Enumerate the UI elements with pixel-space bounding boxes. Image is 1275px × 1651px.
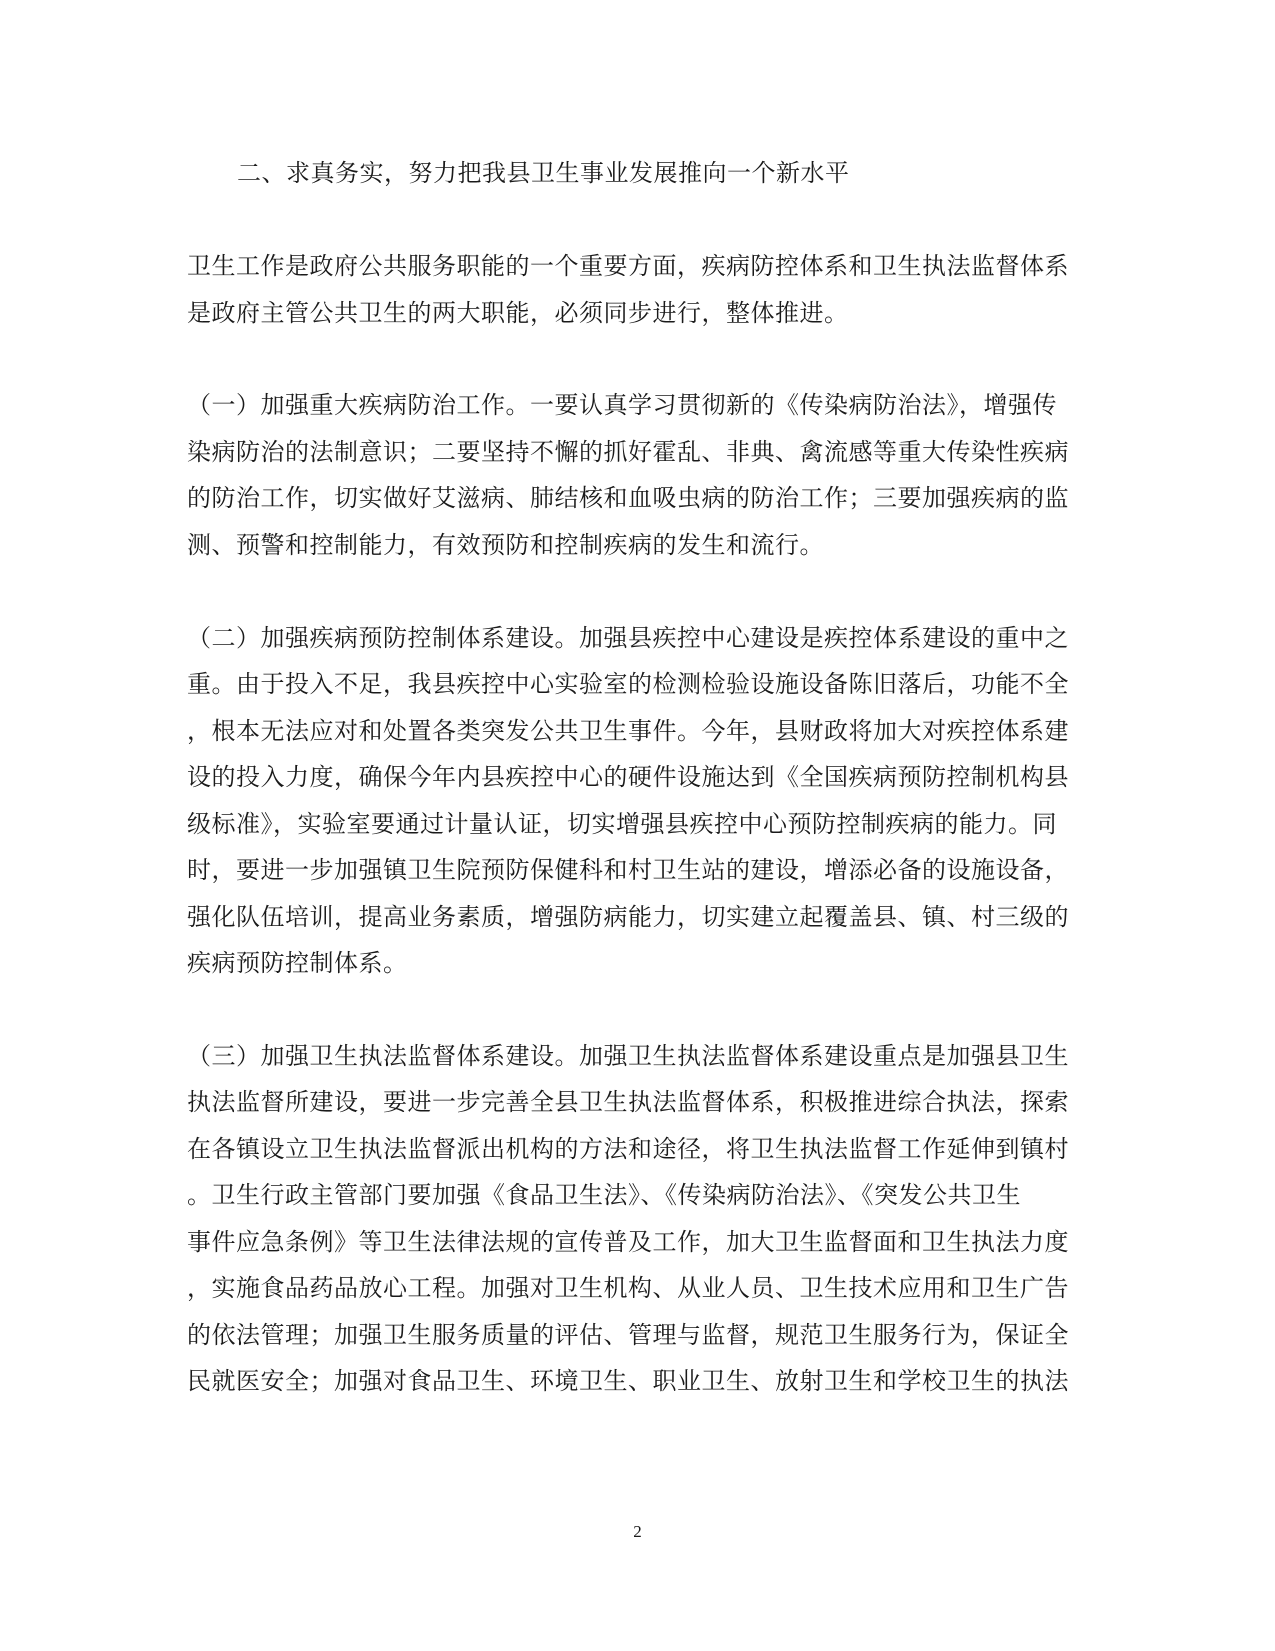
paragraph-line: ，根本无法应对和处置各类突发公共卫生事件。今年，县财政将加大对疾控体系建 (187, 717, 1069, 745)
paragraph-line: 强化队伍培训，提高业务素质，增强防病能力，切实建立起覆盖县、镇、村三级的 (187, 903, 1069, 931)
paragraph-line: 。卫生行政主管部门要加强《食品卫生法》、《传染病防治法》、《突发公共卫生 (187, 1181, 1021, 1209)
paragraph-line: 设的投入力度，确保今年内县疾控中心的硬件设施达到《全国疾病预防控制机构县 (187, 763, 1069, 791)
paragraph-line: 时，要进一步加强镇卫生院预防保健科和村卫生站的建设，增添必备的设施设备， (187, 856, 1069, 884)
paragraph-line: 在各镇设立卫生执法监督派出机构的方法和途径，将卫生执法监督工作延伸到镇村 (187, 1135, 1069, 1163)
paragraph-line: 级标准》，实验室要通过计量认证，切实增强县疾控中心预防控制疾病的能力。同 (187, 810, 1057, 838)
paragraph-line: 的依法管理；加强卫生服务质量的评估、管理与监督，规范卫生服务行为，保证全 (187, 1321, 1069, 1349)
paragraph-line: 疾病预防控制体系。 (187, 949, 408, 977)
paragraph-line: （三）加强卫生执法监督体系建设。加强卫生执法监督体系建设重点是加强县卫生 (187, 1042, 1069, 1070)
paragraph-line: 的防治工作，切实做好艾滋病、肺结核和血吸虫病的防治工作；三要加强疾病的监 (187, 484, 1069, 512)
page-number: 2 (633, 1522, 642, 1541)
paragraph-line: 民就医安全；加强对食品卫生、环境卫生、职业卫生、放射卫生和学校卫生的执法 (187, 1367, 1069, 1395)
paragraph-line: 重。由于投入不足，我县疾控中心实验室的检测检验设施设备陈旧落后，功能不全 (187, 670, 1069, 698)
paragraph-line: ，实施食品药品放心工程。加强对卫生机构、从业人员、卫生技术应用和卫生广告 (187, 1274, 1069, 1302)
paragraph-line: 测、预警和控制能力，有效预防和控制疾病的发生和流行。 (187, 531, 824, 559)
paragraph-line: 事件应急条例》等卫生法律法规的宣传普及工作，加大卫生监督面和卫生执法力度 (187, 1228, 1069, 1256)
paragraph-line: 卫生工作是政府公共服务职能的一个重要方面，疾病防控体系和卫生执法监督体系 (187, 252, 1069, 280)
section-heading: 二、求真务实，努力把我县卫生事业发展推向一个新水平 (237, 159, 850, 187)
paragraph-line: （一）加强重大疾病防治工作。一要认真学习贯彻新的《传染病防治法》，增强传 (187, 391, 1057, 419)
paragraph-line: 是政府主管公共卫生的两大职能，必须同步进行，整体推进。 (187, 299, 849, 327)
paragraph-line: 执法监督所建设，要进一步完善全县卫生执法监督体系，积极推进综合执法，探索 (187, 1088, 1069, 1116)
paragraph-line: （二）加强疾病预防控制体系建设。加强县疾控中心建设是疾控体系建设的重中之 (187, 624, 1069, 652)
paragraph-line: 染病防治的法制意识；二要坚持不懈的抓好霍乱、非典、禽流感等重大传染性疾病 (187, 438, 1069, 466)
